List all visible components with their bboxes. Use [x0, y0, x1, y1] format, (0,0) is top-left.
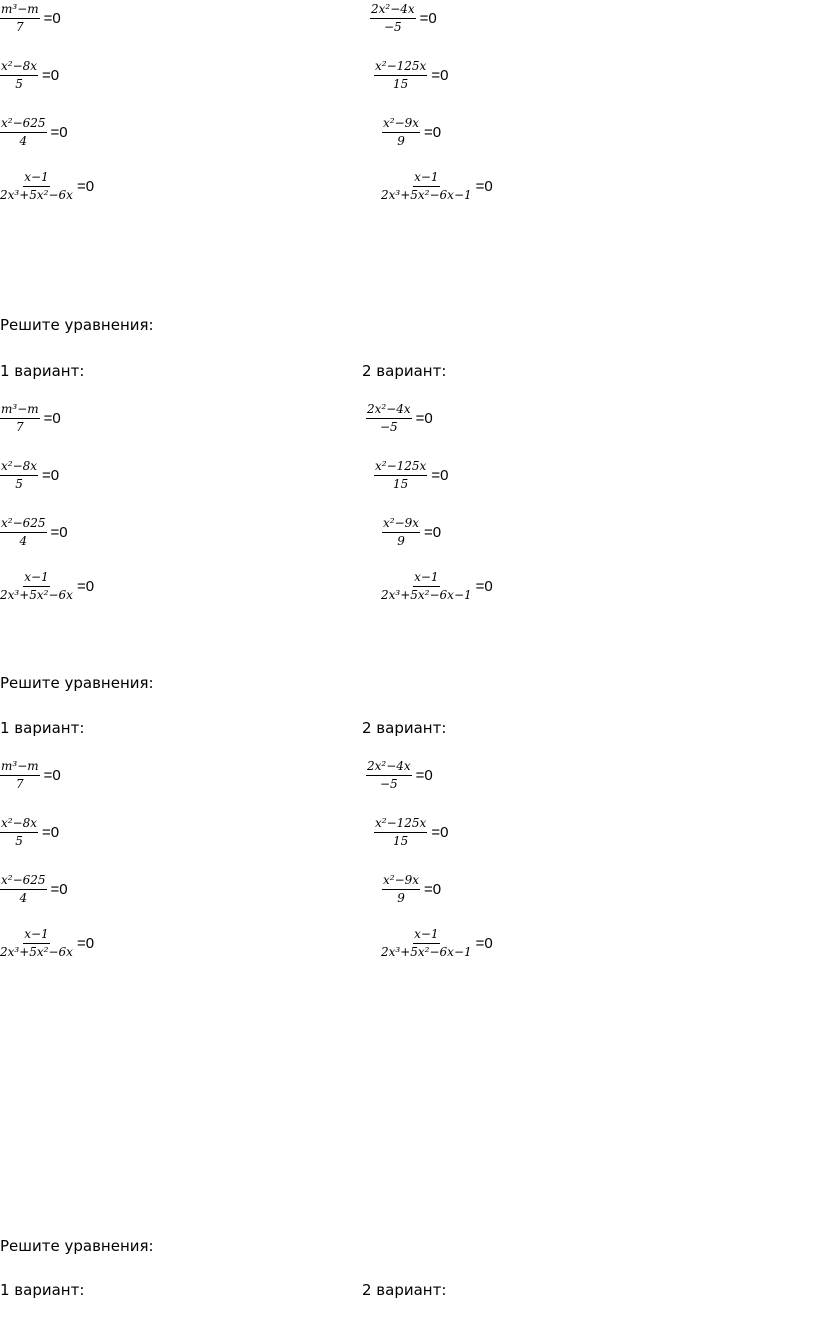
equation-v2-4 [381, 570, 493, 603]
equals-zero: =0 [424, 881, 442, 898]
variant-1-label: 1 вариант: [0, 362, 85, 380]
section-heading: Решите уравнения: [0, 674, 154, 692]
equation-v2-4 [381, 927, 493, 960]
equals-zero: =0 [50, 524, 68, 541]
variant-2-label: 2 вариант: [362, 1281, 447, 1299]
equation-v2-4 [381, 170, 493, 203]
equals-zero: =0 [424, 124, 442, 141]
numerator: x²−8x [0, 459, 38, 476]
fraction [381, 570, 472, 603]
denominator: −5 [383, 20, 402, 34]
numerator: 2x²−4x [370, 2, 416, 19]
fraction [0, 816, 38, 849]
denominator: 2x³+5x²−6x−1 [381, 945, 472, 959]
equals-zero: =0 [76, 178, 95, 195]
equation-v1-2 [0, 816, 59, 849]
numerator: x²−9x [382, 873, 420, 890]
equation-v1-3 [0, 116, 68, 149]
fraction [374, 459, 427, 492]
fraction [0, 116, 47, 149]
numerator: m³−m [0, 759, 40, 776]
equals-zero: =0 [76, 935, 95, 952]
fraction [0, 402, 40, 435]
denominator: 2x³+5x²−6x [0, 188, 73, 202]
denominator: 7 [15, 420, 24, 434]
equals-zero: =0 [419, 10, 437, 27]
denominator: 9 [397, 534, 405, 548]
equation-v1-2 [0, 59, 59, 92]
numerator: x²−125x [374, 59, 427, 76]
equals-zero: =0 [431, 824, 449, 841]
variant-2-label: 2 вариант: [362, 719, 447, 737]
denominator: 7 [15, 777, 24, 791]
equation-v2-1 [370, 2, 437, 35]
equals-zero: =0 [475, 935, 493, 952]
equals-zero: =0 [76, 578, 95, 595]
equals-zero: =0 [43, 10, 61, 27]
equation-v1-4 [0, 570, 94, 603]
fraction [0, 516, 47, 549]
equals-zero: =0 [431, 67, 449, 84]
equals-zero: =0 [415, 410, 433, 427]
denominator: −5 [379, 420, 398, 434]
denominator: 5 [15, 77, 23, 91]
numerator: x−1 [23, 927, 49, 944]
denominator: 15 [393, 77, 409, 91]
numerator: x²−625 [0, 873, 47, 890]
equation-v1-3 [0, 873, 68, 906]
numerator: m³−m [0, 402, 40, 419]
fraction [0, 759, 40, 792]
section-heading: Решите уравнения: [0, 1237, 154, 1255]
equals-zero: =0 [424, 524, 442, 541]
variant-1-label: 1 вариант: [0, 719, 85, 737]
equation-v1-4 [0, 170, 94, 203]
denominator: 2x³+5x²−6x−1 [381, 188, 472, 202]
denominator: 15 [393, 834, 409, 848]
equation-v1-4 [0, 927, 94, 960]
equation-v1-3 [0, 516, 68, 549]
numerator: x²−125x [374, 816, 427, 833]
numerator: x²−625 [0, 516, 47, 533]
numerator: x−1 [23, 570, 49, 587]
variant-2-label: 2 вариант: [362, 362, 447, 380]
denominator: 5 [15, 834, 23, 848]
equation-v1-2 [0, 459, 59, 492]
equation-v2-2 [374, 459, 448, 492]
numerator: x²−625 [0, 116, 47, 133]
numerator: x−1 [413, 170, 439, 187]
numerator: x²−9x [382, 516, 420, 533]
equation-v2-3 [382, 516, 441, 549]
fraction [382, 873, 420, 906]
equals-zero: =0 [475, 178, 493, 195]
denominator: 4 [19, 534, 28, 548]
numerator: x²−8x [0, 59, 38, 76]
fraction [0, 459, 38, 492]
fraction [374, 59, 427, 92]
equation-v2-1 [366, 759, 433, 792]
equals-zero: =0 [42, 824, 60, 841]
equals-zero: =0 [475, 578, 493, 595]
denominator: 9 [397, 891, 405, 905]
denominator: 15 [393, 477, 409, 491]
numerator: m³−m [0, 2, 40, 19]
equals-zero: =0 [431, 467, 449, 484]
denominator: −5 [379, 777, 398, 791]
fraction [0, 927, 73, 960]
equals-zero: =0 [50, 881, 68, 898]
equation-v2-2 [374, 59, 448, 92]
equation-v1-1 [0, 402, 61, 435]
denominator: 2x³+5x²−6x−1 [381, 588, 472, 602]
denominator: 2x³+5x²−6x [0, 588, 73, 602]
numerator: x²−8x [0, 816, 38, 833]
numerator: x−1 [23, 170, 49, 187]
variant-1-label: 1 вариант: [0, 1281, 85, 1299]
fraction [382, 116, 420, 149]
equation-v1-1 [0, 2, 61, 35]
equals-zero: =0 [42, 467, 60, 484]
equation-v2-3 [382, 116, 441, 149]
fraction [0, 570, 73, 603]
fraction [0, 2, 40, 35]
equation-v2-1 [366, 402, 433, 435]
fraction [0, 59, 38, 92]
numerator: x−1 [413, 570, 439, 587]
fraction [382, 516, 420, 549]
fraction [370, 2, 416, 35]
numerator: 2x²−4x [366, 759, 412, 776]
fraction [366, 759, 412, 792]
equation-v2-3 [382, 873, 441, 906]
fraction [0, 170, 73, 203]
denominator: 9 [397, 134, 405, 148]
equals-zero: =0 [43, 410, 61, 427]
equals-zero: =0 [43, 767, 61, 784]
denominator: 4 [19, 134, 28, 148]
fraction [0, 873, 47, 906]
numerator: x²−9x [382, 116, 420, 133]
numerator: 2x²−4x [366, 402, 412, 419]
section-heading: Решите уравнения: [0, 316, 154, 334]
equals-zero: =0 [42, 67, 60, 84]
numerator: x−1 [413, 927, 439, 944]
denominator: 4 [19, 891, 28, 905]
denominator: 2x³+5x²−6x [0, 945, 73, 959]
fraction [381, 170, 472, 203]
numerator: x²−125x [374, 459, 427, 476]
denominator: 7 [15, 20, 24, 34]
fraction [374, 816, 427, 849]
fraction [366, 402, 412, 435]
equals-zero: =0 [415, 767, 433, 784]
equals-zero: =0 [50, 124, 68, 141]
denominator: 5 [15, 477, 23, 491]
equation-v1-1 [0, 759, 61, 792]
fraction [381, 927, 472, 960]
equation-v2-2 [374, 816, 448, 849]
